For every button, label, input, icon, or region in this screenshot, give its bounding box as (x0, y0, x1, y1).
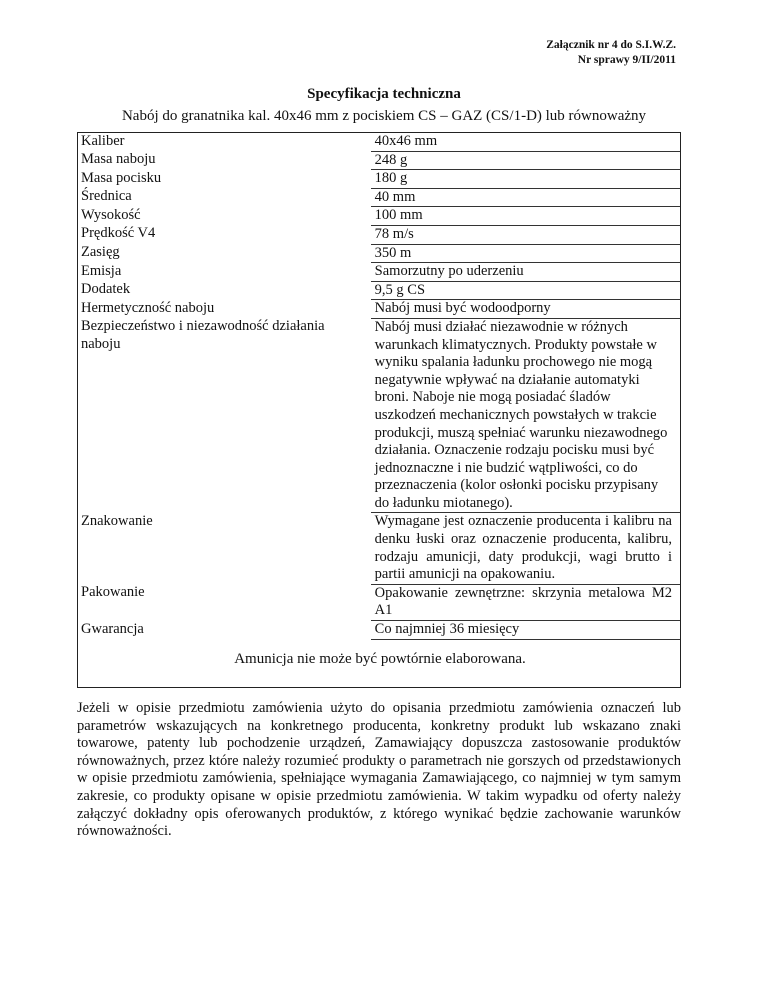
table-row (78, 318, 680, 513)
table-row (78, 151, 680, 170)
spec-key: Średnica (81, 188, 132, 205)
spec-key: Prędkość V4 (81, 225, 156, 242)
spec-value: Samorzutny po uderzeniu (371, 263, 680, 282)
spec-key: Zasięg (81, 244, 120, 261)
spec-value: Wymagane jest oznaczenie producenta i kalibru na denku łuski oraz oznaczenie producenta, kalibru, rodzaju amunicji, daty produkcji, wagi brutto i partii amunicji na opakowaniu. (371, 513, 680, 584)
spec-value: 180 g (371, 170, 680, 189)
table-row (78, 621, 680, 640)
specification-box (77, 132, 681, 688)
table-row (78, 263, 680, 282)
page-subtitle: Nabój do granatnika kal. 40x46 mm z pociskiem CS – GAZ (CS/1-D) lub równoważny (121, 108, 647, 124)
equivalence-paragraph: Jeżeli w opisie przedmiotu zamówienia użyto do opisania przedmiotu zamówienia oznaczeń lub parametrów wskazujących na konkretnego producenta, konkretny produkt lub wskazano znaki towarowe, patenty lub pochodzenie urządzeń, Zamawiający dopuszcza zastosowanie produktów równoważnych, przez które należy rozumieć produkty o parametrach nie gorszych od przedstawionych w opisie przedmiotu zamówienia, spełniające wymagania Zamawiającego, co najmniej w tym samym zakresie, co produkty opisane w opisie przedmiotu zamówienia. W takim wypadku od oferty należy załączyć dokładny opis oferowanych produktów, z którego wynikać będzie zachowanie warunków równoważności. (77, 700, 681, 840)
attachment-label: Załącznik nr 4 do S.I.W.Z. (546, 39, 676, 51)
table-row (78, 170, 680, 189)
table-row (78, 300, 680, 319)
spec-key: Wysokość (81, 206, 141, 223)
spec-value: 350 m (371, 244, 680, 263)
spec-value: Nabój musi działać niezawodnie w różnych warunkach klimatycznych. Produkty powstałe w wyniku spalania ładunku prochowego nie mogą negatywnie wpływać na działanie automatyki broni. Naboje nie mogą posiadać śladów uszkodzeń mechanicznych powstałych w trakcie produkcji, muszą spełniać warunku niezawodnego działania. Oznaczenie rodzaju pocisku musi być jednoznaczne i nie budzić wątpliwości, co do przeznaczenia (kolor osłonki pocisku przypisany do ładunku miotanego). (371, 318, 680, 513)
specification-table (78, 133, 680, 640)
spec-key: Pakowanie (81, 584, 145, 601)
spec-key: Gwarancja (81, 620, 144, 637)
spec-value: 40x46 mm (371, 133, 680, 151)
spec-value: Nabój musi być wodoodporny (371, 300, 680, 319)
spec-value: 40 mm (371, 188, 680, 207)
spec-key: Kaliber (81, 133, 125, 149)
spec-key: Masa pocisku (81, 169, 162, 186)
spec-key: Dodatek (81, 281, 131, 298)
case-number: Nr sprawy 9/II/2011 (577, 54, 676, 66)
spec-value: 78 m/s (371, 225, 680, 244)
table-row (78, 225, 680, 244)
spec-value: 248 g (371, 151, 680, 170)
table-row (78, 513, 680, 584)
elaboration-note: Amunicja nie może być powtórnie elaborowana. (234, 651, 526, 667)
table-row (78, 281, 680, 300)
spec-value: 100 mm (371, 207, 680, 226)
table-row (78, 133, 680, 151)
spec-key: Masa naboju (81, 151, 156, 168)
spec-key: Hermetyczność naboju (81, 299, 215, 316)
table-row (78, 188, 680, 207)
spec-value: 9,5 g CS (371, 281, 680, 300)
spec-key: Emisja (81, 262, 122, 279)
table-row (78, 584, 680, 620)
spec-value: Opakowanie zewnętrzne: skrzynia metalowa M2 A1 (371, 584, 680, 620)
spec-key: Bezpieczeństwo i niezawodność działania naboju (81, 318, 325, 353)
table-row (78, 207, 680, 226)
table-row (78, 244, 680, 263)
spec-key: Znakowanie (81, 512, 153, 529)
document-header (546, 38, 676, 68)
page-title: Specyfikacja techniczna (307, 86, 461, 102)
spec-value: Co najmniej 36 miesięcy (371, 621, 680, 640)
